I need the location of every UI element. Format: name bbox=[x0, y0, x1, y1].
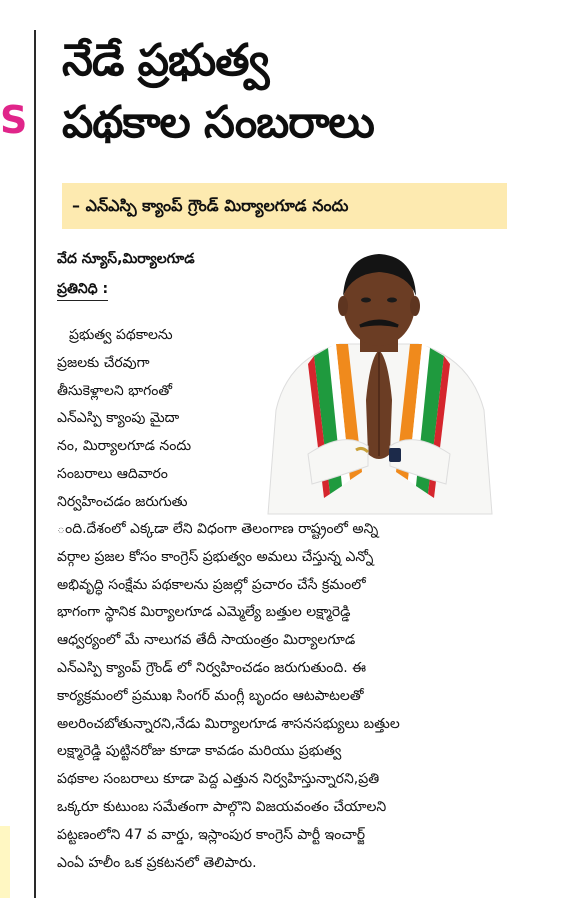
headline-line-1: నేడే ప్రభుత్వ bbox=[62, 35, 269, 86]
body-line: నం, మిర్యాలగూడ నందు bbox=[57, 438, 192, 455]
body-line: అభివృద్ధి సంక్షేమ పథకాలను ప్రజల్లో ప్రచారం చేసే క్రమంలో bbox=[57, 576, 366, 593]
body-line: కార్యక్రమంలో ప్రముఖ సింగర్ మంగ్లీ బృందం ఆటపాటలతో bbox=[57, 687, 364, 704]
body-line: సంబరాలు ఆదివారం bbox=[57, 465, 168, 482]
dateline-source: వేద న్యూస్,మిర్యాలగూడ bbox=[57, 251, 195, 267]
body-line: ప్రభుత్వ పథకాలను bbox=[69, 327, 173, 343]
body-line: నిర్వహించడం జరుగుతు bbox=[57, 493, 188, 510]
article-body-wide bbox=[57, 516, 527, 877]
article-body-narrow bbox=[57, 322, 247, 517]
column-divider bbox=[34, 30, 36, 898]
body-line: ఆధ్వర్యంలో మే నాలుగవ తేదీ సాయంత్రం మిర్యాలగూడ bbox=[57, 632, 356, 649]
body-line: అలరించబోతున్నారని,నేడు మిర్యాలగూడ శాసనసభ్యులు బత్తుల bbox=[57, 715, 400, 732]
photo-illustration bbox=[248, 240, 510, 514]
politician-namaste-photo bbox=[248, 240, 510, 514]
body-line: లక్ష్మారెడ్డి పుట్టినరోజు కూడా కావడం మరియు ప్రభుత్వ bbox=[57, 743, 342, 760]
body-line: ఎన్ఎస్పి క్యాంప్ గ్రౌండ్ లో నిర్వహించడం జరుగుతుంది. ఈ bbox=[57, 659, 367, 676]
body-line: వర్గాల ప్రజల కోసం కాంగ్రెస్ ప్రభుత్వం అమలు చేస్తున్న ఎన్నో bbox=[57, 548, 374, 565]
body-line: ఒక్కరూ కుటుంబ సమేతంగా పాల్గొని విజయవంతం చేయాలని bbox=[57, 798, 387, 815]
edge-yellow-strip bbox=[0, 826, 10, 898]
dateline bbox=[57, 244, 257, 304]
headline bbox=[62, 30, 572, 154]
subheadline-box bbox=[62, 183, 507, 229]
dateline-reporter: ప్రతినిధి : bbox=[57, 278, 108, 301]
body-line: ఎన్ఎస్పి క్యాంపు మైదా bbox=[57, 410, 180, 427]
body-line: పట్టణంలోని 47 వ వార్డు, ఇస్లాంపుర కాంగ్రెస్ పార్టీ ఇంచార్జ్ bbox=[57, 826, 366, 843]
edge-accent-mark: S bbox=[0, 98, 28, 142]
subheadline: – ఎన్ఎస్పి క్యాంప్ గ్రౌండ్ మిర్యాలగూడ నందు bbox=[72, 196, 349, 215]
body-line: తీసుకెళ్లాలని భాగంతో bbox=[57, 382, 173, 399]
body-line: ంది.దేశంలో ఎక్కడా లేని విధంగా తెలంగాణ రాష్ట్రంలో అన్ని bbox=[57, 521, 379, 537]
headline-line-2: పథకాల సంబరాలు bbox=[62, 97, 374, 148]
body-line: పథకాల సంబరాలు కూడా పెద్ద ఎత్తున నిర్వహిస్తున్నారని,ప్రతి bbox=[57, 771, 380, 788]
body-line: ఎంఏ హలీం ఒక ప్రకటనలో తెలిపారు. bbox=[57, 854, 257, 871]
body-line: భాగంగా స్థానిక మిర్యాలగూడ ఎమ్మెల్యే బత్తుల లక్ష్మారెడ్డి bbox=[57, 604, 351, 621]
body-line: ప్రజలకు చేరవుగా bbox=[57, 354, 150, 371]
